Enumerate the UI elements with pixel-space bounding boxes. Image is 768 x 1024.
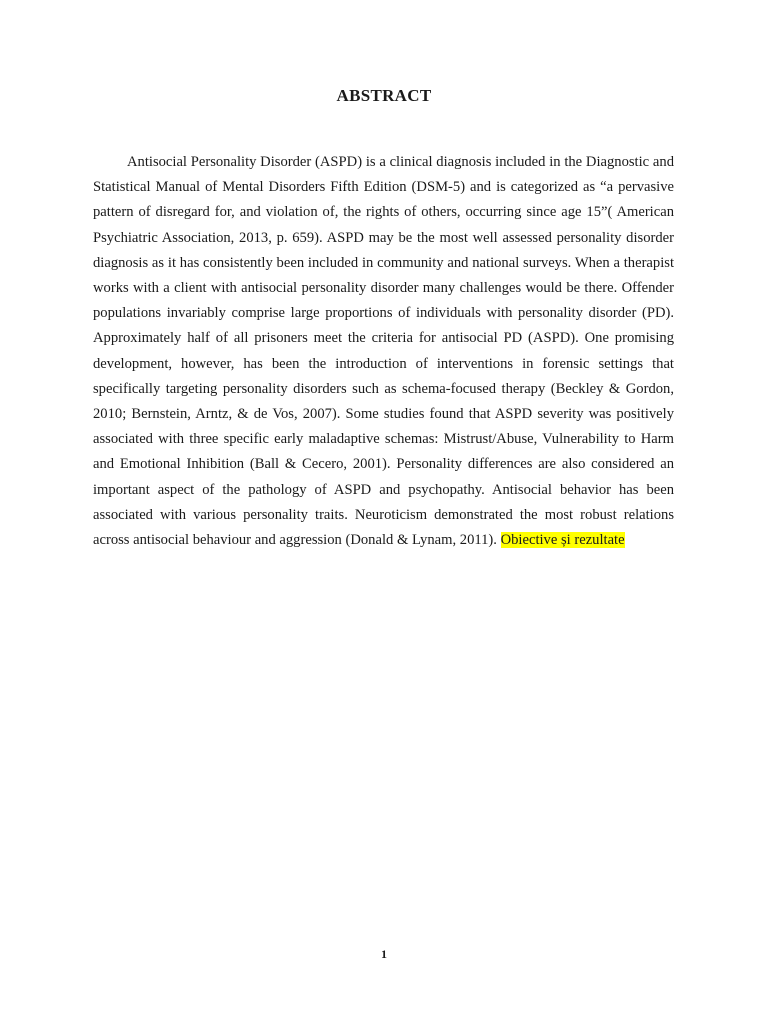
page-number: 1 — [381, 947, 387, 961]
abstract-paragraph — [93, 150, 674, 553]
abstract-heading: ABSTRACT — [336, 86, 432, 105]
abstract-body-text: Antisocial Personality Disorder (ASPD) is a clinical diagnosis included in the Diagnostic and Statistical Manual of Mental Disorders Fifth Edition (DSM-5) and is categorized as “a pervasive pattern of disregard for, and violation of, the rights of others, occurring since age 15”( American Psychiatric Association, 2013, p. 659). ASPD may be the most well assessed personality disorder diagnosis as it has consistently been included in community and national surveys. When a therapist works with a client with antisocial personality disorder many challenges would be there. Offender populations invariably comprise large proportions of individuals with personality disorder (PD). Approximately half of all prisoners meet the criteria for antisocial PD (ASPD). One promising development, however, has been the introduction of interventions in forensic settings that specifically targeting personality disorders such as schema-focused therapy (Beckley & Gordon, 2010; Bernstein, Arntz, & de Vos, 2007). Some studies found that ASPD severity was positively associated with three specific early maladaptive schemas: Mistrust/Abuse, Vulnerability to Harm and Emotional Inhibition (Ball & Cecero, 2001). Personality differences are also considered an important aspect of the pathology of ASPD and psychopathy. Antisocial behavior has been associated with various personality traits. Neuroticism demonstrated the most robust relations across antisocial behaviour and aggression (Donald & Lynam, 2011). — [93, 154, 674, 549]
highlighted-section-label: Obiective și rezultate — [500, 532, 625, 549]
